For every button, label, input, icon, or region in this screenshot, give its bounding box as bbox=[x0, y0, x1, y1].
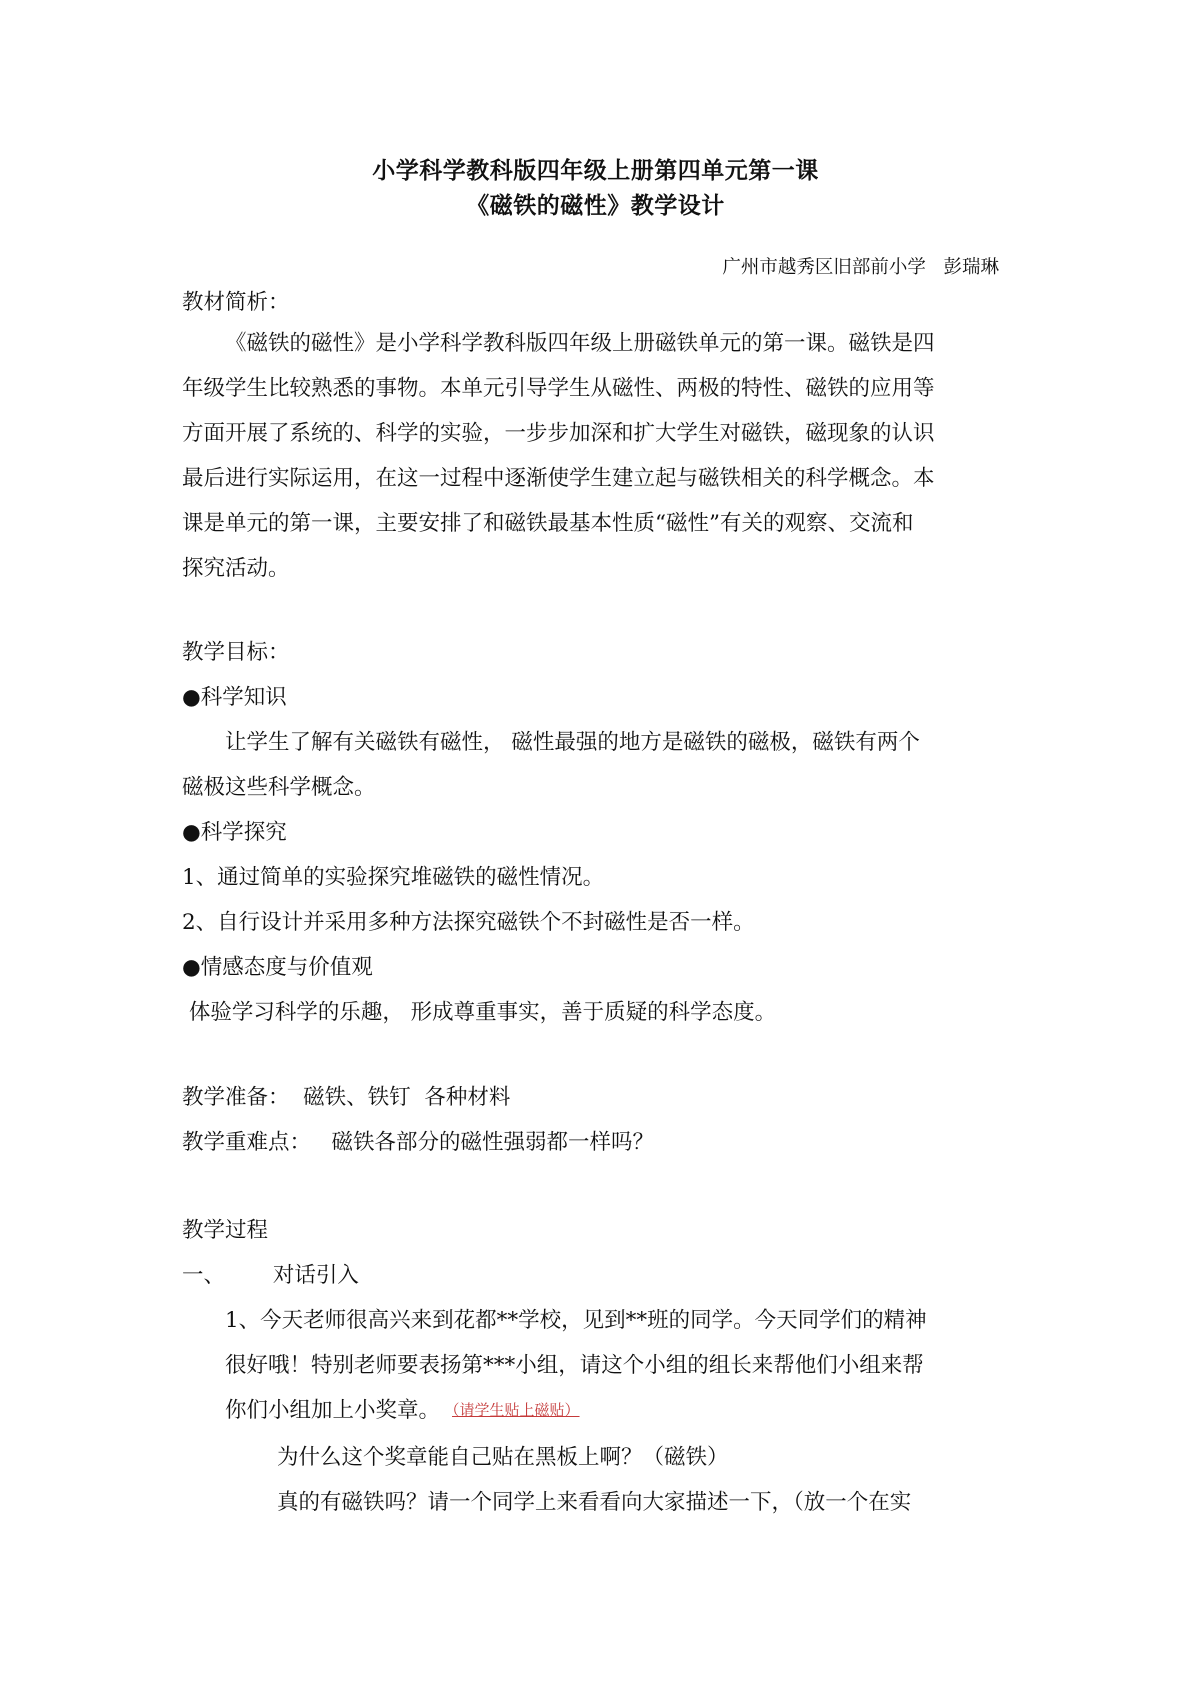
analysis-line: 课是单元的第一课，主要安排了和磁铁最基本性质“磁性”有关的观察、交流和 bbox=[182, 511, 914, 536]
analysis-line: 年级学生比较熟悉的事物。本单元引导学生从磁性、两极的特性、磁铁的应用等 bbox=[182, 376, 935, 401]
knowledge-line: 磁极这些科学概念。 bbox=[182, 775, 376, 800]
step1-line bbox=[182, 1388, 1020, 1435]
step1-line-text: 你们小组加上小奖章。 bbox=[225, 1398, 441, 1423]
process-step-1 bbox=[182, 1298, 1020, 1525]
inquiry-item: 1、通过简单的实验探究堆磁铁的磁性情况。 bbox=[182, 865, 605, 890]
step1-line: 1、今天老师很高兴来到花都**学校，见到**班的同学。今天同学们的精神 bbox=[225, 1308, 927, 1333]
process-section-1-title: 一、 对话引入 bbox=[182, 1263, 359, 1288]
materials-line: 教学准备： 磁铁、铁钉 各种材料 bbox=[182, 1085, 511, 1110]
analysis-line: 最后进行实际运用，在这一过程中逐渐使学生建立起与磁铁相关的科学概念。本 bbox=[182, 466, 935, 491]
dialog-line: 真的有磁铁吗？请一个同学上来看看向大家描述一下，（放一个在实 bbox=[277, 1490, 912, 1515]
step1-line: 很好哦！特别老师要表扬第***小组，请这个小组的组长来帮他们小组来帮 bbox=[225, 1353, 924, 1378]
process-section bbox=[182, 1208, 1020, 1525]
key-points-line: 教学重难点： 磁铁各部分的磁性强弱都一样吗？ bbox=[182, 1130, 655, 1155]
inquiry-title: ●科学探究 bbox=[182, 820, 287, 845]
attitude-text: 体验学习科学的乐趣， 形成尊重事实，善于质疑的科学态度。 bbox=[182, 1000, 777, 1025]
prep-section bbox=[182, 1075, 1020, 1165]
document-title-line-1: 小学科学教科版四年级上册第四单元第一课 bbox=[372, 158, 819, 184]
analysis-line: 《磁铁的磁性》是小学科学教科版四年级上册磁铁单元的第一课。磁铁是四 bbox=[225, 331, 935, 356]
red-annotation: （请学生贴上磁贴） bbox=[452, 1401, 580, 1419]
analysis-paragraph bbox=[182, 321, 1020, 591]
document-title-line-2: 《磁铁的磁性》教学设计 bbox=[466, 193, 725, 219]
goals-section bbox=[182, 630, 1020, 1035]
author-line: 广州市越秀区旧部前小学 彭瑞琳 bbox=[722, 257, 999, 278]
analysis-line: 方面开展了系统的、科学的实验，一步步加深和扩大学生对磁铁，磁现象的认识 bbox=[182, 421, 935, 446]
analysis-line: 探究活动。 bbox=[182, 556, 290, 581]
knowledge-line: 让学生了解有关磁铁有磁性， 磁性最强的地方是磁铁的磁极，磁铁有两个 bbox=[225, 730, 920, 755]
goals-heading: 教学目标： bbox=[182, 640, 290, 665]
knowledge-title: ●科学知识 bbox=[182, 685, 287, 710]
analysis-heading: 教材简析： bbox=[182, 290, 290, 315]
process-heading: 教学过程 bbox=[182, 1218, 269, 1243]
dialog-line: 为什么这个奖章能自己贴在黑板上啊？（磁铁） bbox=[277, 1445, 729, 1470]
inquiry-item: 2、自行设计并采用多种方法探究磁铁个不封磁性是否一样。 bbox=[182, 910, 755, 935]
attitude-title: ●情感态度与价值观 bbox=[182, 955, 373, 980]
analysis-section bbox=[182, 285, 1020, 591]
